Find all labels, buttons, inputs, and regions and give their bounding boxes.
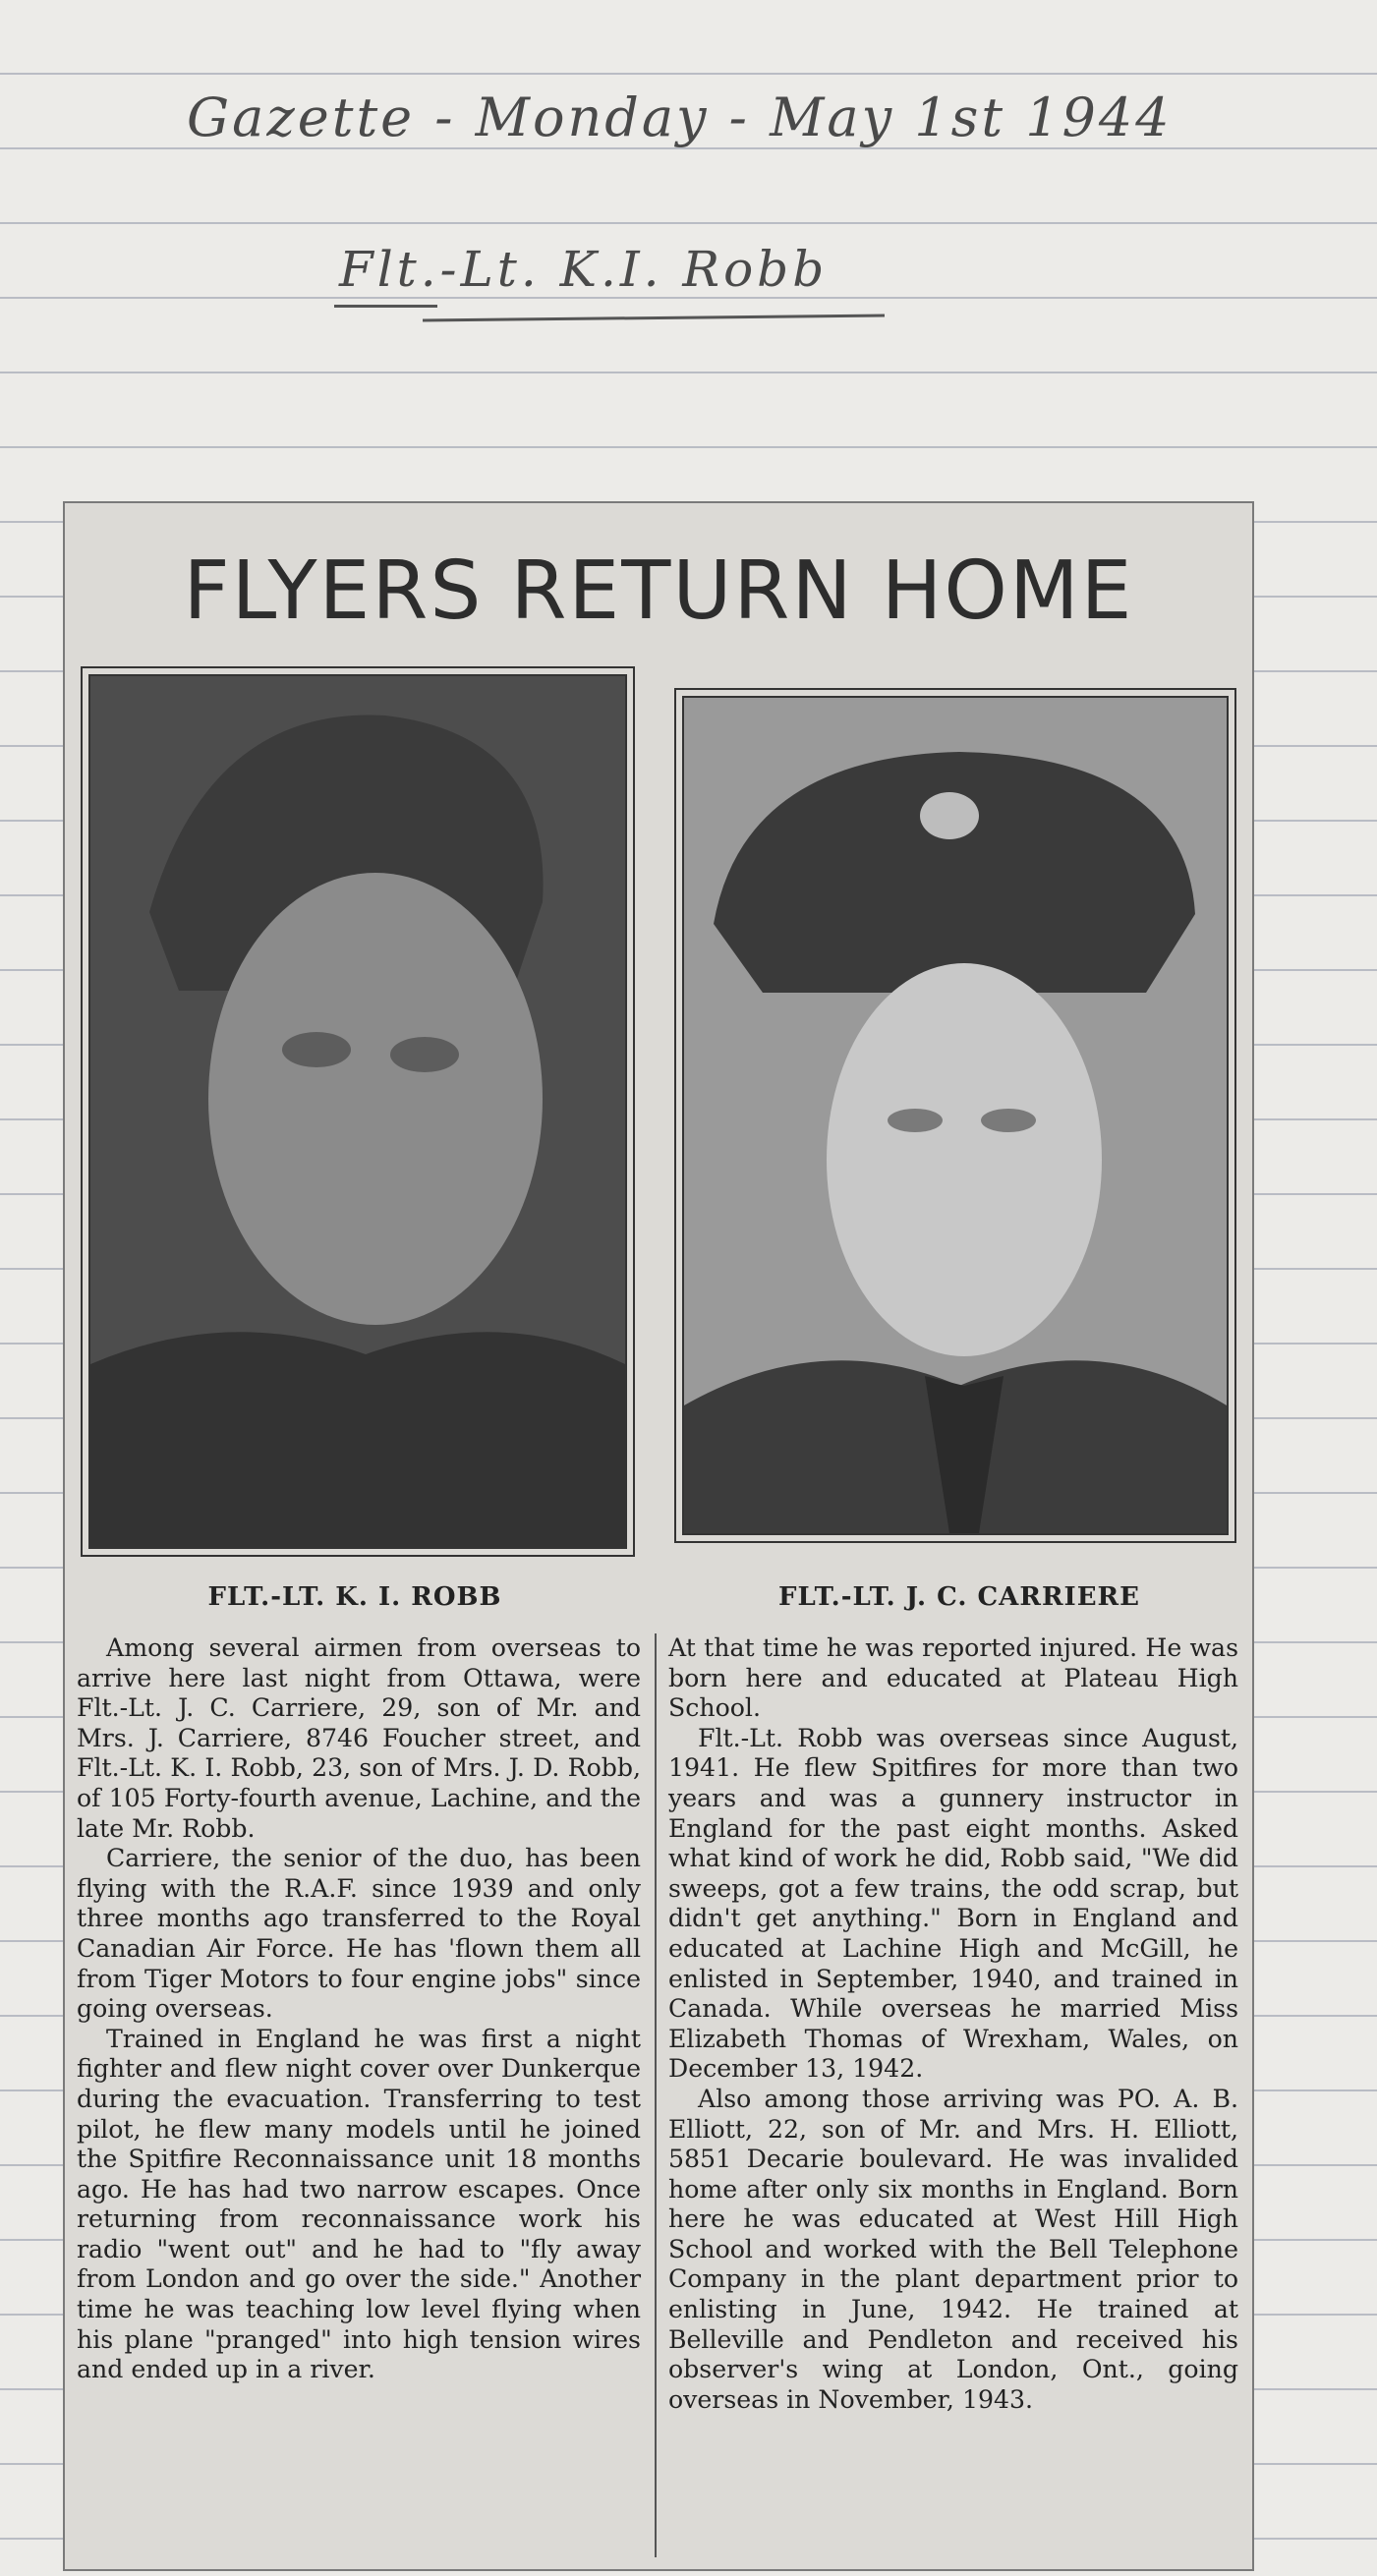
portrait-carriere-image xyxy=(684,698,1227,1533)
paragraph: Trained in England he was first a night fighter and flew night cover over Dunkerque during the evacuation. Transferring to test pilot, he flew many models until he joined the Spitfire Reconnaissance unit 18 months ago. He has had two narrow escapes. Once returning from reconnaissance work his radio "went out" and he had to "fly away from London and go over the side." Another time he was teaching low level flying when his plane "pranged" into high tension wires and ended up in a river. xyxy=(77,2024,641,2384)
headline: FLYERS RETURN HOME xyxy=(183,544,1134,638)
handwritten-date-note: Gazette - Monday - May 1st 1944 xyxy=(187,86,1173,148)
article-column-right xyxy=(668,1633,1238,2415)
handwritten-underline-long xyxy=(423,315,885,322)
handwritten-name-note: Flt.-Lt. K.I. Robb xyxy=(339,241,829,298)
column-divider xyxy=(655,1633,657,2557)
paragraph: Carriere, the senior of the duo, has been flying with the R.A.F. since 1939 and only three months ago transferred to the Royal Canadian Air Force. He has 'flown them all from Tiger Motors to four engine jobs" since going overseas. xyxy=(77,1844,641,2024)
paragraph: At that time he was reported injured. He was born here and educated at Plateau High School. xyxy=(668,1633,1238,1723)
portrait-photo-robb xyxy=(88,674,627,1549)
article-column-left xyxy=(77,1633,641,2385)
paragraph: Also among those arriving was PO. A. B. Elliott, 22, son of Mr. and Mrs. H. Elliott, 5851 Decarie boulevard. He was invalided home after only six months in England. Born here he was educated at West Hill High School and worked with the Bell Telephone Company in the plant department prior to enlisting in June, 1942. He trained at Belleville and Pendleton and received his observer's wing at London, Ont., going overseas in November, 1943. xyxy=(668,2084,1238,2414)
paragraph: Flt.-Lt. Robb was overseas since August, 1941. He flew Spitfires for more than two years and was a gunnery instructor in England for the past eight months. Asked what kind of work he did, Robb said, "We did sweeps, got a few trains, the odd scrap, but didn't get anything." Born in England and educated at Lachine High and McGill, he enlisted in September, 1940, and trained in Canada. While overseas he married Miss Elizabeth Thomas of Wrexham, Wales, on December 13, 1942. xyxy=(668,1723,1238,2084)
caption-carriere: FLT.-LT. J. C. CARRIERE xyxy=(778,1582,1140,1612)
paragraph: Among several airmen from overseas to arrive here last night from Ottawa, were Flt.-Lt. J. C. Carriere, 29, son of Mr. and Mrs. J. Carriere, 8746 Foucher street, and Flt.-Lt. K. I. Robb, 23, son of Mrs. J. D. Robb, of 105 Forty-fourth avenue, Lachine, and the late Mr. Robb. xyxy=(77,1633,641,1843)
portrait-robb-image xyxy=(90,676,625,1547)
handwritten-underline-short xyxy=(334,305,437,308)
caption-robb: FLT.-LT. K. I. ROBB xyxy=(207,1582,502,1612)
portrait-photo-carriere xyxy=(682,696,1229,1535)
newspaper-clipping xyxy=(63,501,1254,2571)
